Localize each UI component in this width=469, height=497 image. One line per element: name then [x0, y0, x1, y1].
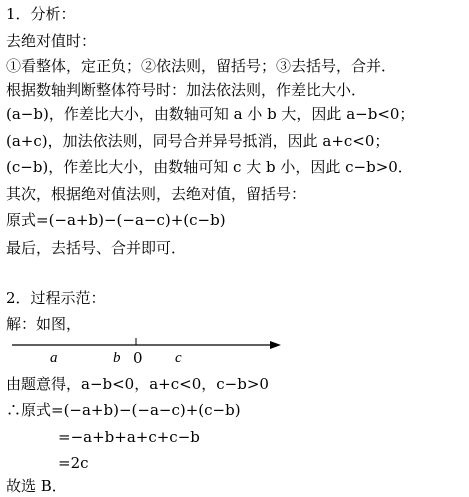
demo-line-3: ∴原式=(−a+b)−(−a−c)+(c−b)	[6, 401, 241, 419]
analysis-line-4: (a−b)，作差比大小，由数轴可知 a 小 b 大，因此 a−b<0；	[6, 105, 415, 123]
demo-title: 2．过程示范：	[6, 289, 106, 307]
point-c-label: c	[175, 350, 182, 366]
number-line-arrow	[270, 341, 281, 349]
analysis-line-2: ①看整体，定正负；②依法则，留括号；③去括号，合并．	[6, 57, 397, 75]
demo-line-5: =2c	[58, 454, 89, 472]
analysis-line-3: 根据数轴判断整体符号时：加法依法则，作差比大小．	[6, 81, 367, 99]
demo-line-1: 解：如图，	[6, 315, 82, 333]
analysis-line-8: 原式=(−a+b)−(−a−c)+(c−b)	[6, 211, 226, 229]
analysis-line-9: 最后，去括号、合并即可．	[6, 239, 187, 257]
analysis-title: 1．分析：	[6, 5, 76, 23]
point-b-label: b	[113, 350, 121, 366]
demo-line-4: =−a+b+a+c+c−b	[58, 428, 200, 446]
point-a-label: a	[50, 350, 58, 366]
demo-line-6: 故选 B．	[6, 477, 67, 495]
analysis-line-1: 去绝对值时：	[6, 32, 97, 50]
analysis-line-6: (c−b)，作差比大小，由数轴可知 c 大 b 小，因此 c−b>0．	[6, 158, 413, 176]
analysis-line-5: (a+c)，加法依法则，同号合并异号抵消，因此 a+c<0；	[6, 132, 390, 150]
point-zero-label: 0	[133, 349, 143, 367]
demo-line-2: 由题意得，a−b<0，a+c<0，c−b>0	[6, 375, 269, 393]
analysis-line-7: 其次，根据绝对值法则，去绝对值，留括号：	[6, 185, 307, 203]
